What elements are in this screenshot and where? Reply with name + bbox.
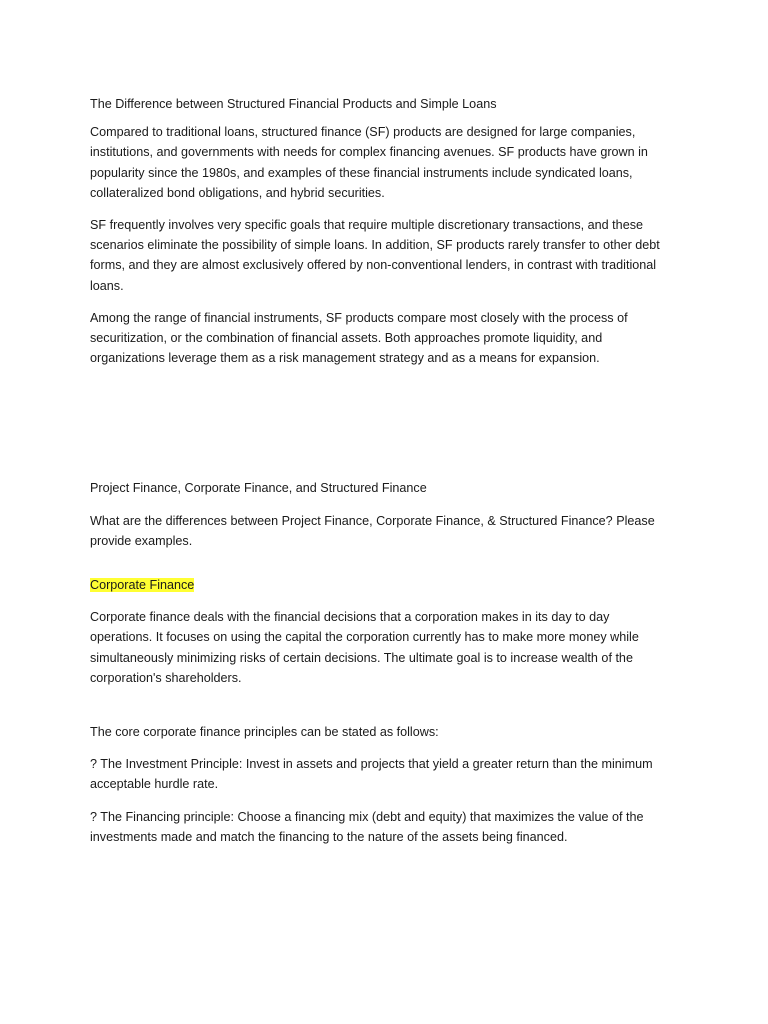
section-title-finance-types: Project Finance, Corporate Finance, and Structured Finance bbox=[90, 481, 427, 496]
highlighted-heading-text: Corporate Finance bbox=[90, 578, 195, 593]
corporate-finance-paragraph: Corporate finance deals with the financial decisions that a corporation makes in its day to day operations. It focuses on using the capital the corporation currently has to make more money while simultaneously minimizing risks of certain decisions. The ultimate goal is to increase wealth of the corporation's shareholders. bbox=[90, 610, 639, 685]
paragraph-sf-intro: Compared to traditional loans, structured finance (SF) products are designed for large companies, institutions, and governments with needs for complex financing avenues. SF products have grown in popularity since the 1980s, and examples of these financial instruments include syndicated loans, collateralized bond obligations, and hybrid securities. bbox=[90, 125, 648, 200]
principle-item-investment: ? The Investment Principle: Invest in assets and projects that yield a greater return than the minimum acceptable hurdle rate. bbox=[90, 757, 653, 792]
corporate-finance-heading bbox=[90, 575, 668, 595]
paragraph-sf-goals: SF frequently involves very specific goals that require multiple discretionary transactions, and these scenarios eliminate the possibility of simple loans. In addition, SF products rarely transfer to other debt forms, and they are almost exclusively offered by non-conventional lenders, in contrast with traditional loans. bbox=[90, 218, 660, 293]
question-text: What are the differences between Project Finance, Corporate Finance, & Structured Finance? Please provide examples. bbox=[90, 513, 655, 548]
section-title-sf-vs-loans: The Difference between Structured Financial Products and Simple Loans bbox=[90, 97, 497, 111]
principles-intro: The core corporate finance principles can be stated as follows: bbox=[90, 725, 439, 740]
principle-item-financing: ? The Financing principle: Choose a financing mix (debt and equity) that maximizes the value of the investments made and match the financing to the nature of the assets being financed. bbox=[90, 809, 644, 844]
paragraph-sf-securitization: Among the range of financial instruments, SF products compare most closely with the process of securitization, or the combination of financial assets. Both approaches promote liquidity, and organizations leverage them as a risk management strategy and as a means for expansion. bbox=[90, 310, 628, 366]
